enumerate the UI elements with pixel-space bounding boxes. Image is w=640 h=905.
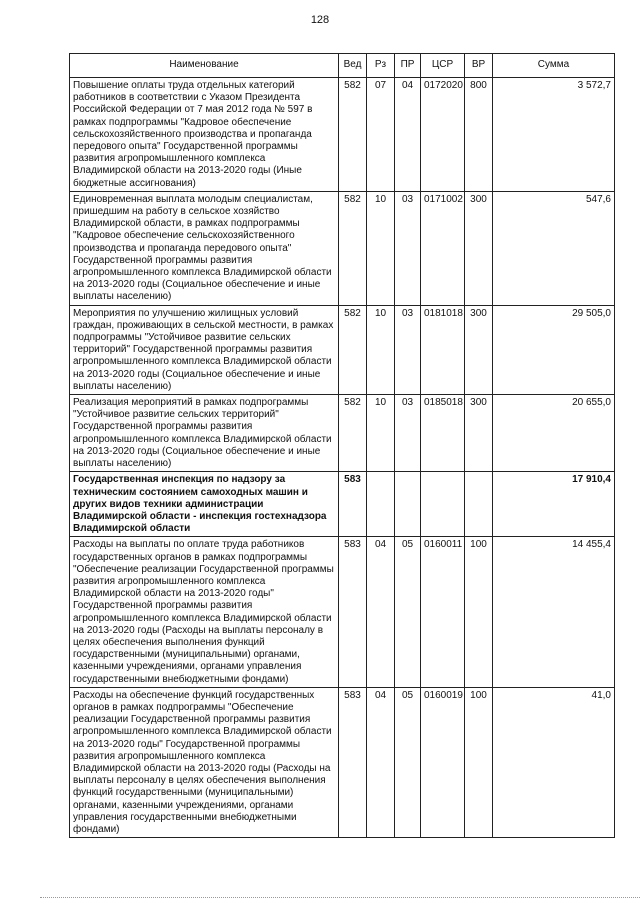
row-ved: 582 (339, 305, 367, 394)
table-row (70, 191, 615, 305)
row-ved: 583 (339, 472, 367, 537)
table-row (70, 537, 615, 687)
row-csr (421, 472, 465, 537)
row-vr: 300 (465, 191, 493, 305)
row-sum: 17 910,4 (493, 472, 615, 537)
header-csr: ЦСР (421, 54, 465, 78)
row-name: Государственная инспекция по надзору за техническим состоянием самоходных машин и других видов техники администрации Владимирской области - инспекция гостехнадзора Владимирской области (70, 472, 339, 537)
row-rz: 10 (367, 395, 395, 472)
header-sum: Сумма (493, 54, 615, 78)
row-pr: 05 (395, 537, 421, 687)
row-rz: 04 (367, 687, 395, 837)
scan-edge-divider (40, 897, 640, 898)
row-name: Расходы на выплаты по оплате труда работников государственных органов в рамках подпрограммы "Обеспечение реализации Государственной программы развития агропромышленного комплекса Владимирской области на 2013-2020 годы" Государственной программы развития агропромышленного комплекса Владимирской области на 2013-2020 годы (Расходы на выплаты персоналу в целях обеспечения выполнения функций государственными (муниципальными) органами, казенными учреждениями, органами управления государственными внебюджетными фондами) (70, 537, 339, 687)
row-csr: 0172020 (421, 78, 465, 192)
row-vr: 800 (465, 78, 493, 192)
row-rz: 07 (367, 78, 395, 192)
row-name: Повышение оплаты труда отдельных категорий работников в соответствии с Указом Президента Российской Федерации от 7 мая 2012 года № 597 в рамках подпрограммы "Кадровое обеспечение сельскохозяйственного производства и пропаганда передового опыта" Государственной программы развития агропромышленного комплекса Владимирской области на 2013-2020 годы (Иные бюджетные ассигнования) (70, 78, 339, 192)
row-ved: 582 (339, 191, 367, 305)
row-name: Реализация мероприятий в рамках подпрограммы "Устойчивое развитие сельских территорий" Государственной программы развития агропромышленного комплекса Владимирской области на 2013-2020 годы (Социальное обеспечение и иные выплаты населению) (70, 395, 339, 472)
row-sum: 29 505,0 (493, 305, 615, 394)
header-rz: Рз (367, 54, 395, 78)
row-vr: 100 (465, 537, 493, 687)
row-ved: 583 (339, 537, 367, 687)
budget-table (69, 53, 615, 838)
row-csr: 0160019 (421, 687, 465, 837)
row-sum: 3 572,7 (493, 78, 615, 192)
row-name: Мероприятия по улучшению жилищных условий граждан, проживающих в сельской местности, в рамках подпрограммы "Устойчивое развитие сельских территорий" Государственной программы развития агропромышленного комплекса Владимирской области на 2013-2020 годы (Социальное обеспечение и иные выплаты населению) (70, 305, 339, 394)
table-header-row (70, 54, 615, 78)
row-csr: 0160011 (421, 537, 465, 687)
row-vr (465, 472, 493, 537)
header-vr: ВР (465, 54, 493, 78)
row-pr: 03 (395, 395, 421, 472)
header-pr: ПР (395, 54, 421, 78)
row-ved: 582 (339, 78, 367, 192)
row-rz: 04 (367, 537, 395, 687)
row-csr: 0185018 (421, 395, 465, 472)
row-name: Единовременная выплата молодым специалистам, пришедшим на работу в сельское хозяйство Владимирской области, в рамках подпрограммы "Кадровое обеспечение сельскохозяйственного производства и пропаганда передового опыта" Государственной программы развития агропромышленного комплекса Владимирской области на 2013-2020 годы (Социальное обеспечение и иные выплаты населению) (70, 191, 339, 305)
row-sum: 20 655,0 (493, 395, 615, 472)
row-pr: 03 (395, 191, 421, 305)
row-pr: 04 (395, 78, 421, 192)
header-ved: Вед (339, 54, 367, 78)
row-rz: 10 (367, 305, 395, 394)
row-pr: 03 (395, 305, 421, 394)
row-vr: 300 (465, 305, 493, 394)
row-ved: 583 (339, 687, 367, 837)
row-csr: 0181018 (421, 305, 465, 394)
table-row-department (70, 472, 615, 537)
row-sum: 547,6 (493, 191, 615, 305)
row-rz: 10 (367, 191, 395, 305)
row-pr: 05 (395, 687, 421, 837)
table-row (70, 305, 615, 394)
row-sum: 41,0 (493, 687, 615, 837)
row-sum: 14 455,4 (493, 537, 615, 687)
table-row (70, 687, 615, 837)
row-pr (395, 472, 421, 537)
page-number: 128 (310, 14, 330, 26)
row-vr: 300 (465, 395, 493, 472)
row-ved: 582 (339, 395, 367, 472)
row-name: Расходы на обеспечение функций государственных органов в рамках подпрограммы "Обеспечение реализации Государственной программы развития агропромышленного комплекса Владимирской области на 2013-2020 годы" Государственной программы развития агропромышленного комплекса Владимирской области на 2013-2020 годы (Расходы на выплаты персоналу в целях обеспечения выполнения функций государственными (муниципальными) органами, казенными учреждениями, органами управления государственными внебюджетными фондами) (70, 687, 339, 837)
row-rz (367, 472, 395, 537)
row-vr: 100 (465, 687, 493, 837)
header-name: Наименование (70, 54, 339, 78)
table-row (70, 78, 615, 192)
table-row (70, 395, 615, 472)
row-csr: 0171002 (421, 191, 465, 305)
